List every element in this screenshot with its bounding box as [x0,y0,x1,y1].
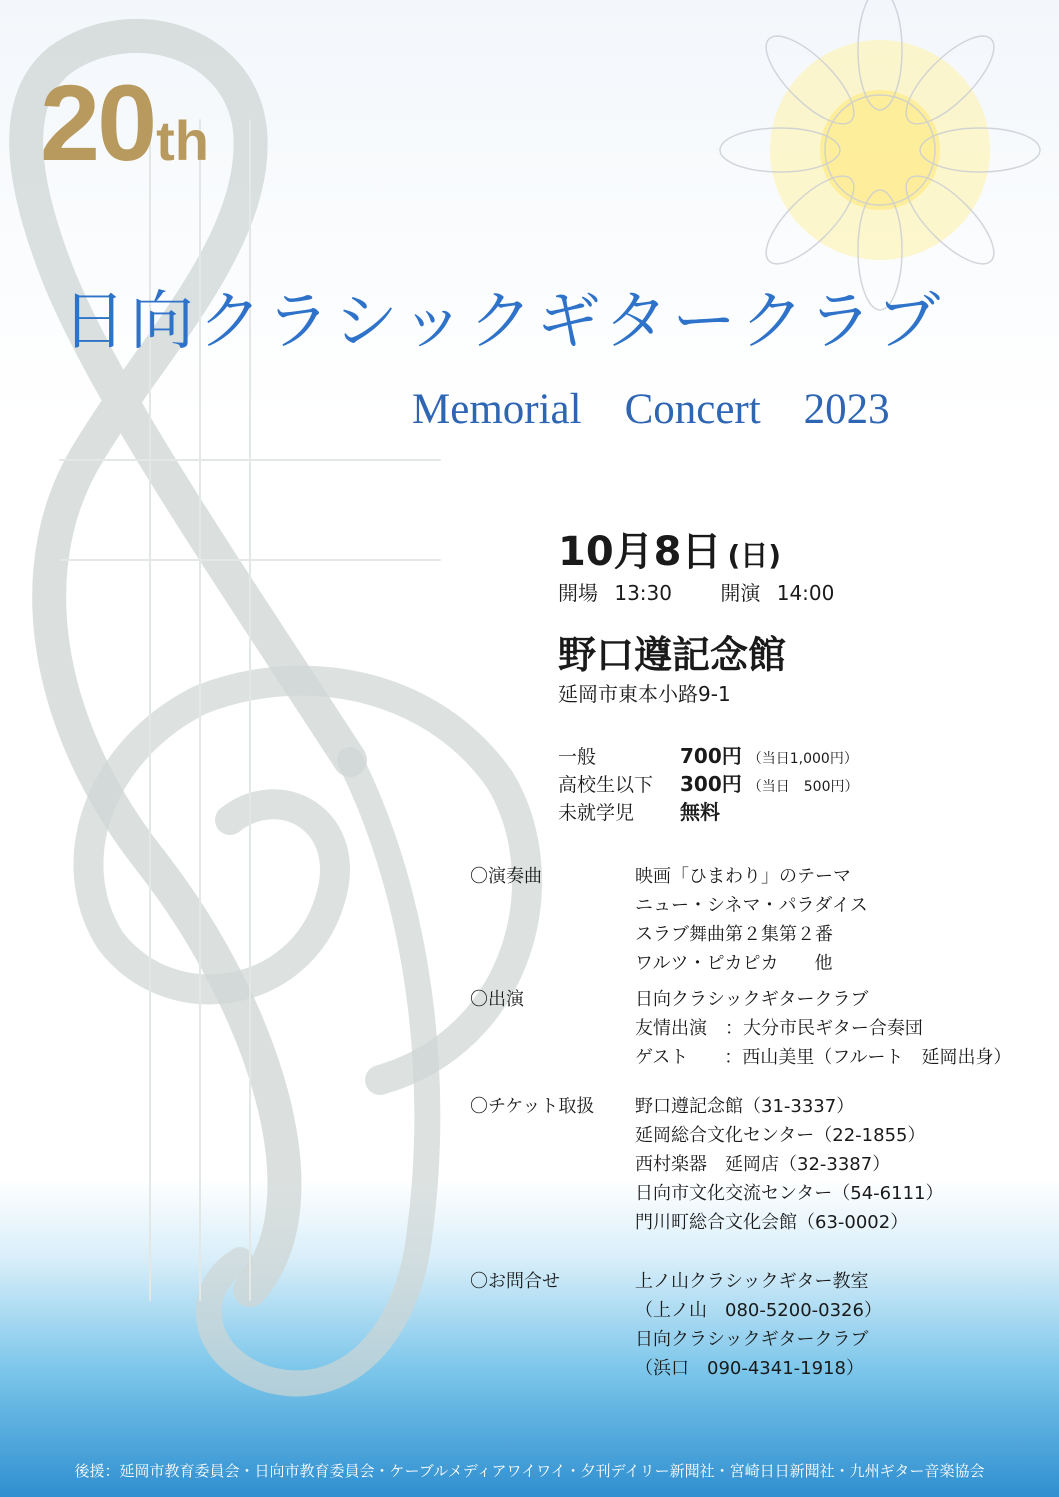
ticket-outlet: 西村楽器 延岡店（32-3387） [635,1154,891,1175]
program-list [635,862,1059,978]
sunflower-illustration [720,0,1040,310]
event-date-day: 10月8日 [558,529,722,575]
price-amount: 無料 [680,800,720,824]
price-row [558,796,858,824]
doors-label: 開場 [558,581,598,605]
edition-suffix: th [156,109,209,172]
concert-title: 日向クラシックギタークラブ [62,285,945,359]
price-note: （当日1,000円） [747,751,858,767]
tickets-heading: 〇チケット取扱 [470,1096,595,1117]
program-heading: 〇演奏曲 [470,866,542,887]
event-times [558,577,844,606]
ticket-outlet: 門川町総合文化会館（63-0002） [635,1212,909,1233]
edition-badge [40,60,209,185]
price-amount: 700円 [680,744,742,768]
ticket-outlet: 野口遵記念館（31-3337） [635,1096,855,1117]
tickets-list [635,1092,1059,1237]
start-time: 14:00 [776,581,835,605]
concert-subtitle: Memorial Concert 2023 [412,386,890,433]
contact-item: （上ノ山 080-5200-0326） [635,1300,882,1321]
performer-item: ゲスト ：西山美里（フルート 延岡出身） [635,1047,1012,1068]
contact-heading: 〇お問合せ [470,1271,560,1292]
contact-item: （浜口 090-4341-1918） [635,1358,864,1379]
performer-item: 日向クラシックギタークラブ [635,989,869,1010]
performers-list [635,985,1059,1072]
price-category: 一般 [558,746,597,768]
ticket-outlet: 日向市文化交流センター（54-6111） [635,1183,944,1204]
price-row [558,740,858,768]
program-item: ワルツ・ピカピカ 他 [635,953,833,974]
price-row [558,768,858,796]
price-note: （当日 500円） [747,779,859,795]
program-item: 映画「ひまわり」のテーマ [635,866,851,887]
price-category: 未就学児 [558,802,635,824]
price-amount: 300円 [680,772,742,796]
contact-item: 日向クラシックギタークラブ [635,1329,869,1350]
doors-time: 13:30 [614,581,672,605]
event-date [558,520,781,577]
sponsors-footer: 後援：延岡市教育委員会・日向市教育委員会・ケーブルメディアワイワイ・夕刊デイリー新聞社・宮崎日日新聞社・九州ギター音楽協会 [74,1462,985,1480]
venue-name: 野口遵記念館 [558,633,787,677]
performer-item: 友情出演 ：大分市民ギター合奏団 [635,1018,923,1039]
edition-number: 20 [40,62,155,183]
performers-heading: 〇出演 [470,989,524,1010]
price-category: 高校生以下 [558,774,654,796]
program-item: ニュー・シネマ・パラダイス [635,895,868,916]
treble-clef-illustration [26,36,527,1384]
price-list [558,740,858,824]
event-weekday: (日) [727,539,782,572]
venue-address: 延岡市東本小路9-1 [558,682,731,706]
contact-list [635,1267,1059,1383]
start-label: 開演 [720,581,761,605]
program-item: スラブ舞曲第２集第２番 [635,924,833,945]
contact-item: 上ノ山クラシックギター教室 [635,1271,869,1292]
ticket-outlet: 延岡総合文化センター（22-1855） [635,1125,926,1146]
